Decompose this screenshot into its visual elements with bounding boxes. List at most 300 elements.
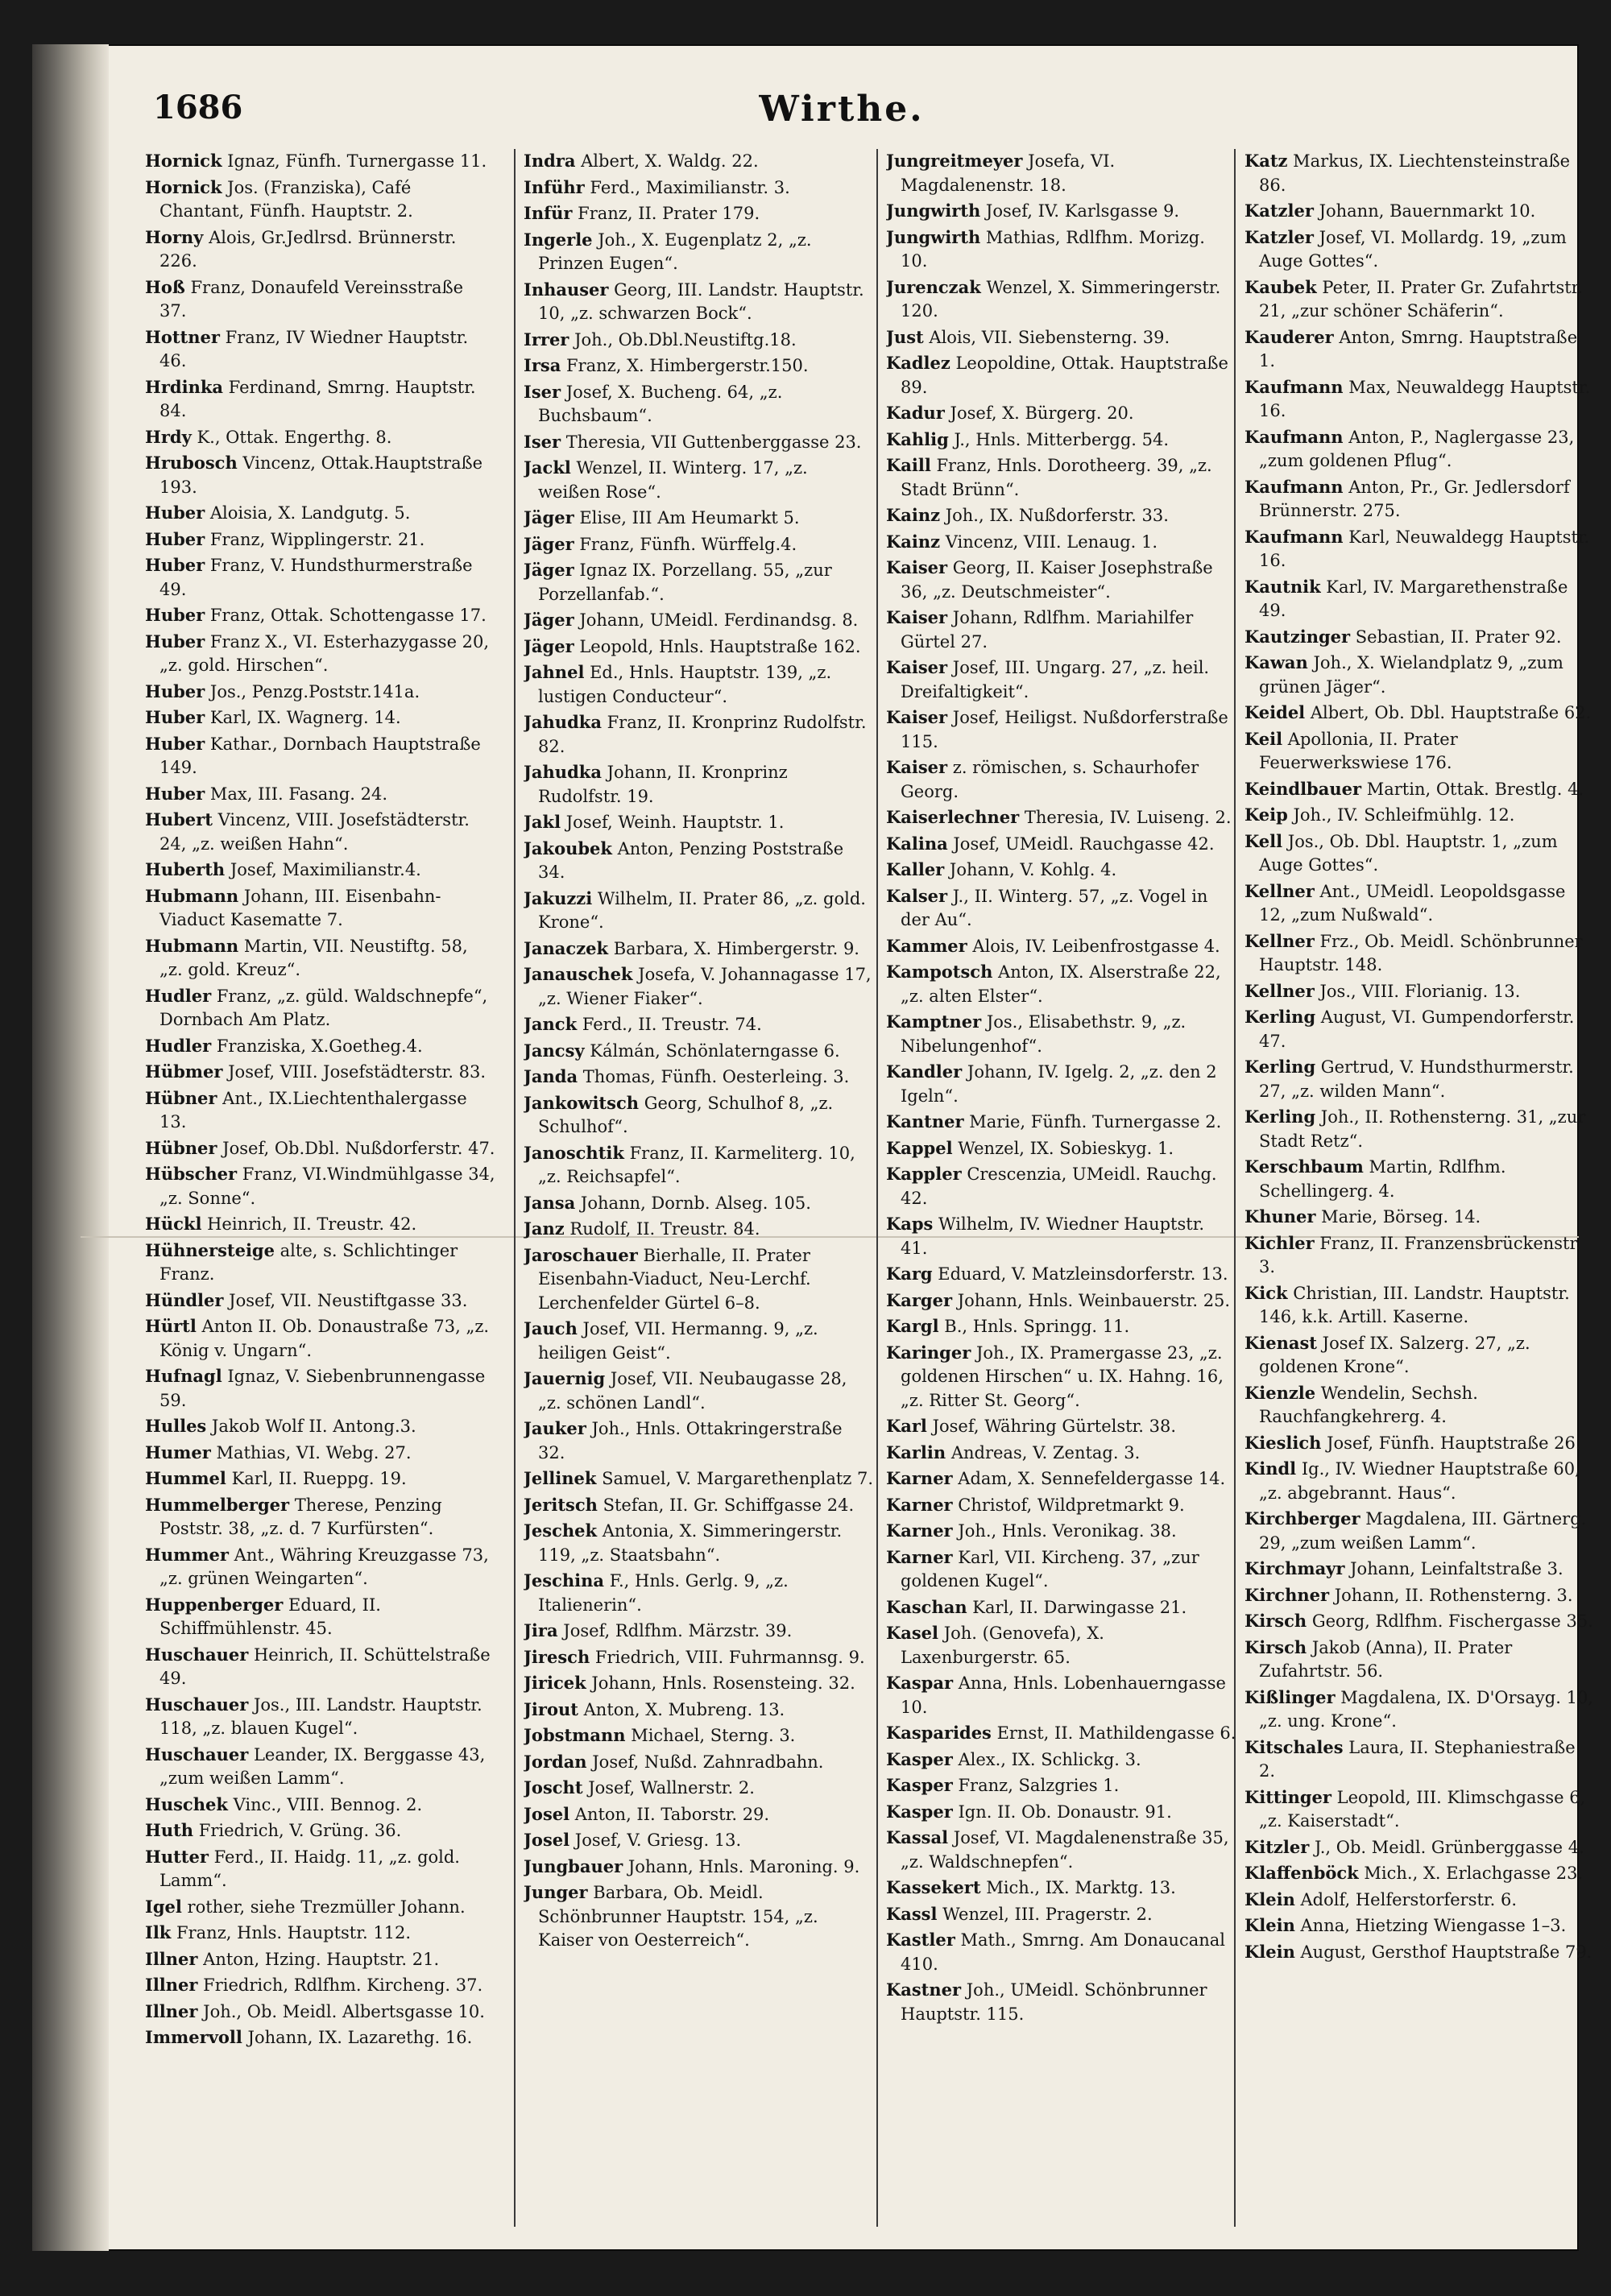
entry-details: Magdalena, III. Gärtnerg. 29, „zum weißen Lamm“.	[1259, 1509, 1587, 1553]
directory-entry	[524, 201, 874, 226]
directory-entry	[1244, 929, 1595, 978]
entry-details: Leopold, III. Klimschgasse 6, „z. Kaiserstadt“.	[1259, 1787, 1586, 1831]
directory-entry	[886, 606, 1236, 654]
entry-name: Karl	[886, 1416, 927, 1436]
entry-name: Hübmer	[145, 1061, 223, 1082]
entry-name: Kasel	[886, 1623, 939, 1643]
entry-name: Iser	[524, 381, 561, 402]
directory-entry	[1244, 425, 1595, 474]
entry-name: Jauernig	[524, 1368, 606, 1388]
directory-page	[32, 44, 1593, 2251]
directory-entry	[524, 760, 874, 809]
entry-name: Jäger	[524, 560, 574, 580]
entry-name: Kamptner	[886, 1011, 982, 1032]
entry-name: Janda	[524, 1066, 578, 1086]
entry-name: Kappler	[886, 1164, 962, 1184]
entry-name: Kaiserlechner	[886, 807, 1020, 827]
entry-details: Johann, Bauernmarkt 10.	[1313, 201, 1536, 221]
directory-entry	[1244, 1609, 1595, 1634]
directory-entry	[1244, 199, 1595, 224]
column-rule	[876, 149, 878, 2227]
entry-name: Jiricek	[524, 1673, 586, 1693]
entry-details: Josef, Wallnerstr. 2.	[582, 1778, 755, 1797]
entry-name: Kick	[1244, 1282, 1288, 1303]
directory-entry	[886, 1289, 1236, 1313]
directory-entry	[886, 705, 1236, 754]
directory-entry	[524, 937, 874, 962]
entry-name: Indra	[524, 151, 576, 171]
entry-name: Kienast	[1244, 1332, 1317, 1353]
directory-entry	[145, 1743, 495, 1791]
directory-entry	[524, 1367, 874, 1415]
entry-details: Josef, VII. Hermanng. 9, „z. heiligen Geist“.	[538, 1319, 818, 1363]
entry-details: Georg, II. Kaiser Josephstraße 36, „z. Deutschmeister“.	[901, 558, 1213, 602]
directory-entry	[886, 1671, 1236, 1719]
entry-details: Ig., IV. Wiedner Hauptstraße 60, „z. abgebrannt. Haus“.	[1259, 1459, 1580, 1503]
directory-entry	[886, 884, 1236, 933]
entry-name: Kitzler	[1244, 1836, 1310, 1857]
entry-name: Jungwirth	[886, 226, 981, 247]
entry-details: alte, s. Schlichtinger Franz.	[159, 1240, 458, 1284]
directory-entry	[1244, 1055, 1595, 1103]
directory-entry	[886, 1212, 1236, 1260]
entry-name: Hrdinka	[145, 376, 223, 397]
directory-entry	[145, 1314, 495, 1363]
entry-details: Johann, IV. Igelg. 2, „z. den 2 Igeln“.	[901, 1062, 1217, 1106]
entry-name: Kasparides	[886, 1723, 992, 1743]
entry-name: Kell	[1244, 830, 1283, 851]
entry-name: Klaffenböck	[1244, 1863, 1359, 1883]
directory-entry	[145, 705, 495, 730]
entry-name: Hübscher	[145, 1164, 238, 1184]
entry-name: Huber	[145, 605, 205, 625]
entry-name: Kienzle	[1244, 1382, 1316, 1403]
directory-entry	[524, 1141, 874, 1189]
entry-details: Johann, Hnls. Rosensteing. 32.	[586, 1673, 855, 1693]
directory-entry	[145, 732, 495, 780]
entry-name: Kieslich	[1244, 1432, 1322, 1453]
entry-details: Wenzel, II. Winterg. 17, „z. weißen Rose“.	[538, 458, 808, 502]
entry-details: Josef, Währing Gürtelstr. 38.	[926, 1417, 1177, 1436]
entry-name: Huschauer	[145, 1694, 249, 1715]
entry-details: Wilhelm, II. Prater 86, „z. gold. Krone“.	[538, 888, 866, 932]
directory-entry	[145, 1414, 495, 1439]
entry-details: Josef, IV. Karlsgasse 9.	[980, 201, 1180, 221]
entry-details: Joh., Hnls. Veronikag. 38.	[952, 1521, 1177, 1541]
directory-entry	[145, 1593, 495, 1641]
directory-entry	[1244, 1785, 1595, 1834]
entry-details: Ferd., II. Haidg. 11, „z. gold. Lamm“.	[159, 1847, 460, 1890]
directory-entry	[524, 558, 874, 606]
entry-details: Theresia, VII Guttenberggasse 23.	[561, 432, 862, 452]
entry-details: Markus, IX. Liechtensteinstraße 86.	[1259, 151, 1571, 195]
directory-entry	[524, 1217, 874, 1242]
entry-name: Kammer	[886, 935, 967, 956]
entry-details: J., Hnls. Mitterbergg. 54.	[948, 429, 1170, 449]
directory-entry	[886, 1928, 1236, 1976]
entry-name: Jakl	[524, 812, 561, 832]
directory-entry	[886, 1721, 1236, 1746]
entry-details: Leander, IX. Berggasse 43, „zum weißen Lamm“.	[159, 1744, 486, 1788]
entry-details: Johann, Hnls. Weinbauerstr. 25.	[952, 1290, 1231, 1310]
directory-entry	[145, 2025, 495, 2050]
entry-details: Josef, V. Griesg. 13.	[569, 1831, 742, 1850]
directory-entry	[145, 680, 495, 705]
entry-details: Josefa, V. Johannagasse 17, „z. Wiener Fiaker“.	[538, 965, 872, 1008]
entry-name: Josel	[524, 1803, 570, 1824]
directory-entry	[524, 660, 874, 709]
entry-details: Friedrich, VIII. Fuhrmannsg. 9.	[590, 1647, 865, 1667]
entry-name: Inhauser	[524, 279, 609, 300]
entry-name: Just	[886, 326, 924, 347]
entry-details: Jos. (Franziska), Café Chantant, Fünfh. Hauptstr. 2.	[159, 177, 413, 221]
directory-entry	[886, 225, 1236, 274]
directory-entry	[524, 328, 874, 353]
directory-entry	[1244, 1205, 1595, 1230]
entry-name: Jancsy	[524, 1040, 585, 1061]
directory-entry	[886, 1773, 1236, 1798]
entry-details: Ferd., II. Treustr. 74.	[577, 1015, 762, 1034]
directory-entry	[886, 1978, 1236, 2026]
directory-columns	[145, 149, 1593, 2227]
entry-name: Kaiser	[886, 557, 948, 577]
directory-entry	[524, 380, 874, 428]
directory-entry	[524, 1417, 874, 1465]
entry-details: Heinrich, II. Treustr. 42.	[201, 1214, 417, 1234]
directory-entry	[1244, 275, 1595, 324]
directory-entry	[886, 1748, 1236, 1773]
directory-entry	[524, 228, 874, 276]
entry-details: Peter, II. Prater Gr. Zufahrtstr. 21, „zur schöner Schäferin“.	[1259, 277, 1584, 321]
entry-name: Janck	[524, 1014, 578, 1034]
directory-entry	[886, 934, 1236, 959]
entry-details: Josef, X. Bürgerg. 20.	[944, 403, 1134, 423]
entry-details: Ant., IX.Liechtenthalergasse 13.	[159, 1088, 467, 1131]
entry-name: Kellner	[1244, 880, 1315, 901]
entry-details: Joh., Hnls. Ottakringerstraße 32.	[538, 1419, 843, 1462]
entry-name: Kandler	[886, 1061, 963, 1082]
directory-entry	[524, 430, 874, 455]
entry-name: Hrubosch	[145, 453, 238, 473]
directory-entry	[145, 1212, 495, 1237]
entry-name: Huppenberger	[145, 1594, 284, 1615]
directory-entry	[145, 149, 495, 174]
entry-details: Ant., UMeidl. Leopoldsgasse 12, „zum Nußwald“.	[1259, 881, 1566, 925]
directory-entry	[1244, 1557, 1595, 1582]
entry-details: Vincenz, VIII. Josefstädterstr. 24, „z. weißen Hahn“.	[159, 810, 470, 854]
entry-details: Vincenz, VIII. Lenaug. 1.	[940, 532, 1158, 552]
entry-name: Huber	[145, 555, 205, 575]
entry-details: Vinc., VIII. Bennog. 2.	[227, 1794, 423, 1814]
entry-details: Johann, IX. Lazarethg. 16.	[242, 2028, 473, 2047]
entry-details: Mathias, Rdlfhm. Morizg. 10.	[901, 227, 1205, 271]
entry-details: Joh. (Genovefa), X. Laxenburgerstr. 65.	[901, 1624, 1104, 1667]
directory-entry	[1244, 879, 1595, 928]
entry-details: Thomas, Fünfh. Oesterleing. 3.	[578, 1067, 850, 1086]
directory-entry	[1244, 575, 1595, 623]
directory-entry	[145, 1289, 495, 1313]
entry-details: Eduard, II. Schiffmühlenstr. 45.	[159, 1595, 381, 1638]
entry-details: Johann, Hnls. Maroning. 9.	[623, 1856, 860, 1876]
entry-name: Jaroschauer	[524, 1244, 638, 1265]
entry-details: Max, III. Fasang. 24.	[205, 784, 388, 804]
directory-entry	[886, 1800, 1236, 1825]
directory-entry	[524, 1802, 874, 1827]
entry-name: Hufnagl	[145, 1366, 222, 1386]
entry-name: Huber	[145, 528, 205, 549]
entry-details: Franz, Salzgries 1.	[952, 1776, 1120, 1795]
entry-name: Kirsch	[1244, 1611, 1307, 1631]
entry-details: Josef, VIII. Josefstädterstr. 83.	[222, 1062, 486, 1082]
entry-name: Kaspar	[886, 1673, 954, 1693]
entry-details: Josef, UMeidl. Rauchgasse 42.	[947, 834, 1215, 854]
entry-name: Jungwirth	[886, 201, 981, 221]
entry-details: Georg, III. Landstr. Hauptstr. 10, „z. schwarzen Bock“.	[538, 279, 864, 323]
entry-name: Kaill	[886, 455, 931, 475]
entry-details: Josef IX. Salzerg. 27, „z. goldenen Krone“.	[1259, 1333, 1530, 1376]
directory-entry	[886, 325, 1236, 350]
entry-name: Jahudka	[524, 712, 602, 732]
entry-details: Gertrud, V. Hundsthurmerstr. 27, „z. wilden Mann“.	[1259, 1057, 1574, 1101]
directory-entry	[145, 934, 495, 983]
entry-details: Franz, V. Hundsthurmerstraße 49.	[159, 556, 473, 599]
directory-entry	[886, 503, 1236, 528]
directory-entry	[1244, 475, 1595, 523]
entry-name: Janz	[524, 1218, 565, 1239]
entry-name: Jahudka	[524, 762, 602, 782]
entry-name: Hühnersteige	[145, 1239, 275, 1260]
entry-details: Georg, Schulhof 8, „z. Schulhof“.	[538, 1093, 834, 1136]
entry-details: Johann, Leinfaltstraße 3.	[1344, 1559, 1563, 1578]
directory-entry	[1244, 525, 1595, 573]
entry-name: Huschauer	[145, 1744, 249, 1764]
entry-details: August, VI. Gumpendorferstr. 47.	[1259, 1007, 1575, 1051]
directory-entry	[524, 1619, 874, 1644]
directory-entry	[886, 428, 1236, 453]
directory-entry	[524, 456, 874, 504]
entry-details: Jos., Penzg.Poststr.141a.	[205, 681, 420, 701]
entry-name: Huschauer	[145, 1644, 249, 1665]
entry-details: Franziska, X.Goetheg.4.	[211, 1036, 423, 1056]
entry-details: Johann, II. Kronprinz Rudolfstr. 19.	[538, 763, 788, 806]
entry-details: Eduard, V. Matzleinsdorferstr. 13.	[932, 1264, 1228, 1284]
directory-entry	[145, 1973, 495, 1998]
entry-details: Friedrich, V. Grüng. 36.	[193, 1821, 402, 1840]
entry-name: Immervoll	[145, 2027, 242, 2047]
entry-name: Jankowitsch	[524, 1092, 640, 1113]
entry-details: Karl, IX. Wagnerg. 14.	[205, 708, 401, 727]
entry-details: Georg, Rdlfhm. Fischergasse 35.	[1307, 1611, 1593, 1631]
entry-details: Karl, II. Darwingasse 21.	[967, 1597, 1187, 1617]
entry-name: Huber	[145, 733, 205, 754]
entry-name: Huth	[145, 1820, 194, 1840]
entry-details: Franz, Donaufeld Vereinsstraße 37.	[159, 277, 464, 321]
entry-details: Ignaz, Fünfh. Turnergasse 11.	[222, 151, 487, 171]
entry-name: Hornick	[145, 151, 222, 171]
entry-name: Jurenczak	[886, 276, 981, 297]
entry-name: Kaufmann	[1244, 476, 1344, 497]
entry-details: Josef, VI. Mollardg. 19, „zum Auge Gottes“.	[1259, 227, 1567, 271]
entry-details: J., Ob. Meidl. Grünberggasse 4.	[1309, 1837, 1584, 1857]
entry-name: Inführ	[524, 176, 585, 197]
entry-name: Kaschan	[886, 1596, 967, 1617]
entry-name: Illner	[145, 1948, 198, 1969]
directory-entry	[145, 1921, 495, 1946]
directory-entry	[524, 278, 874, 326]
entry-details: Johann, V. Kohlg. 4.	[944, 860, 1117, 879]
directory-entry	[1244, 1431, 1595, 1456]
entry-details: Anton, P., Naglergasse 23, „zum goldenen Pflug“.	[1259, 427, 1575, 470]
entry-name: Ilk	[145, 1922, 172, 1942]
entry-name: Kirsch	[1244, 1636, 1307, 1657]
column-rule	[514, 149, 516, 2227]
entry-name: Kirchberger	[1244, 1508, 1360, 1529]
entry-name: Jauker	[524, 1418, 586, 1438]
entry-details: Josef, Maximilianstr.4.	[225, 860, 421, 879]
entry-name: Huber	[145, 707, 205, 727]
entry-details: Aloisia, X. Landgutg. 5.	[205, 503, 411, 523]
directory-entry	[524, 1091, 874, 1140]
entry-details: Wendelin, Sechsh. Rauchfangkehrerg. 4.	[1259, 1383, 1478, 1426]
directory-entry	[886, 1621, 1236, 1669]
entry-details: Wenzel, IX. Sobieskyg. 1.	[952, 1138, 1174, 1158]
entry-details: Leopoldine, Ottak. Hauptstraße 89.	[901, 354, 1228, 397]
directory-entry	[145, 451, 495, 499]
entry-name: Kauderer	[1244, 326, 1334, 347]
entry-details: Karl, IV. Margarethenstraße 49.	[1259, 577, 1568, 620]
entry-details: Alois, VII. Siebensterng. 39.	[923, 327, 1170, 347]
entry-details: Christof, Wildpretmarkt 9.	[952, 1495, 1185, 1515]
entry-name: Kassekert	[886, 1877, 981, 1897]
entry-details: Heinrich, II. Schüttelstraße 49.	[159, 1644, 491, 1688]
entry-details: Franz, Hnls. Dorotheerg. 39, „z. Stadt Brünn“.	[901, 456, 1212, 499]
entry-details: Josef, X. Bucheng. 64, „z. Buchsbaum“.	[538, 382, 783, 425]
entry-details: Anton, Hzing. Hauptstr. 21.	[197, 1949, 440, 1969]
entry-name: Kerling	[1244, 1057, 1316, 1077]
directory-entry	[145, 808, 495, 856]
entry-name: Kantner	[886, 1111, 964, 1131]
entry-details: Joh., IX. Pramergasse 23, „z. goldenen Hirschen“ u. IX. Hahng. 16, „z. Ritter St. Georg“.	[901, 1342, 1224, 1410]
entry-details: rother, siehe Trezmüller Johann.	[181, 1897, 466, 1917]
entry-details: Franz, Ottak. Schottengasse 17.	[205, 606, 487, 625]
entry-details: Laura, II. Stephaniestraße 2.	[1259, 1737, 1576, 1781]
entry-details: Stefan, II. Gr. Schiffgasse 24.	[597, 1495, 855, 1515]
directory-entry	[886, 1467, 1236, 1491]
entry-details: Joh., II. Rothensterng. 31, „zur Stadt Retz“.	[1259, 1107, 1586, 1151]
entry-name: Jäger	[524, 610, 574, 630]
entry-details: Franz X., VI. Esterhazygasse 20, „z. gold. Hirschen“.	[159, 631, 490, 675]
directory-entry	[886, 1876, 1236, 1901]
directory-entry	[145, 884, 495, 933]
entry-name: Horny	[145, 226, 204, 247]
directory-entry	[524, 1828, 874, 1853]
entry-name: Keip	[1244, 805, 1288, 825]
directory-entry	[886, 656, 1236, 704]
directory-entry	[886, 1262, 1236, 1287]
entry-name: Kadur	[886, 403, 945, 423]
directory-entry	[886, 1902, 1236, 1927]
directory-entry	[886, 556, 1236, 604]
directory-entry	[524, 506, 874, 531]
directory-entry	[524, 1880, 874, 1953]
directory-entry	[145, 375, 495, 424]
directory-entry	[886, 199, 1236, 224]
entry-details: Johann, Rdlfhm. Mariahilfer Gürtel 27.	[901, 608, 1194, 652]
directory-entry	[145, 1060, 495, 1085]
entry-name: Jäger	[524, 507, 574, 527]
directory-entry	[524, 1855, 874, 1880]
entry-name: Jeschina	[524, 1570, 605, 1591]
directory-entry	[1244, 1281, 1595, 1330]
directory-entry	[1244, 727, 1595, 776]
directory-entry	[524, 1065, 874, 1090]
directory-entry	[1244, 1155, 1595, 1203]
entry-details: Johann, III. Eisenbahn-Viaduct Kasematte 7.	[159, 886, 441, 929]
entry-name: Khuner	[1244, 1206, 1316, 1227]
entry-details: Kathar., Dornbach Hauptstraße 149.	[159, 734, 481, 777]
entry-name: Kadlez	[886, 353, 950, 373]
entry-name: Katz	[1244, 151, 1288, 171]
entry-name: Illner	[145, 2000, 198, 2021]
entry-details: Franz, II. Franzensbrückenstr. 3.	[1259, 1233, 1581, 1276]
entry-name: Kerling	[1244, 1107, 1316, 1127]
entry-details: Anton, Pr., Gr. Jedlersdorf Brünnerstr. 275.	[1259, 477, 1570, 520]
entry-name: Huber	[145, 631, 205, 652]
entry-name: Kasper	[886, 1801, 953, 1822]
directory-entry	[886, 960, 1236, 1008]
entry-details: Jos., Elisabethstr. 9, „z. Nibelungenhof“.	[901, 1012, 1187, 1056]
entry-details: Franz, II. Prater 179.	[572, 204, 760, 223]
entry-name: Kahlig	[886, 428, 949, 449]
entry-details: Anna, Hietzing Wiengasse 1–3.	[1294, 1916, 1567, 1935]
entry-name: Ingerle	[524, 229, 593, 250]
entry-name: Kampotsch	[886, 962, 993, 982]
directory-entry	[886, 149, 1236, 197]
directory-entry	[145, 176, 495, 224]
entry-name: Hündler	[145, 1289, 224, 1310]
entry-name: Hummelberger	[145, 1494, 290, 1515]
entry-details: Wenzel, III. Pragerstr. 2.	[937, 1904, 1153, 1924]
entry-name: Karner	[886, 1468, 953, 1488]
entry-name: Hoß	[145, 276, 185, 297]
entry-name: Kalina	[886, 833, 948, 854]
entry-details: B., Hnls. Springg. 11.	[938, 1317, 1130, 1336]
entry-details: Johann, Dornb. Alseg. 105.	[575, 1193, 811, 1213]
entry-details: Magdalena, IX. D'Orsayg. 10, „z. ung. Krone“.	[1259, 1687, 1593, 1731]
entry-name: Infür	[524, 203, 573, 223]
entry-details: Wilhelm, IV. Wiedner Hauptstr. 41.	[901, 1214, 1205, 1258]
entry-name: Kaufmann	[1244, 376, 1344, 397]
entry-details: Ant., Währing Kreuzgasse 73, „z. grünen Weingarten“.	[159, 1545, 489, 1588]
directory-entry	[145, 1364, 495, 1413]
entry-details: Frz., Ob. Meidl. Schönbrunner Hauptstr. 148.	[1259, 931, 1583, 974]
entry-name: Hudler	[145, 1035, 212, 1056]
entry-details: Joh., X. Eugenplatz 2, „z. Prinzen Eugen“.	[538, 230, 812, 273]
entry-name: Kaiser	[886, 707, 948, 727]
entry-details: Mathias, VI. Webg. 27.	[210, 1442, 412, 1462]
directory-entry	[145, 1643, 495, 1691]
entry-details: Ferd., Maximilianstr. 3.	[584, 177, 790, 197]
entry-details: Albert, X. Waldg. 22.	[575, 151, 759, 171]
entry-name: Karner	[886, 1494, 953, 1515]
entry-details: Franz, Fünfh. Würffelg.4.	[574, 534, 797, 554]
entry-name: Jackl	[524, 457, 571, 478]
entry-name: Katzler	[1244, 201, 1314, 221]
entry-name: Klein	[1244, 1941, 1295, 1962]
entry-details: Josef, Heiligst. Nußdorferstraße 115.	[901, 708, 1228, 751]
entry-name: Kasper	[886, 1775, 953, 1795]
entry-name: Humer	[145, 1442, 211, 1462]
